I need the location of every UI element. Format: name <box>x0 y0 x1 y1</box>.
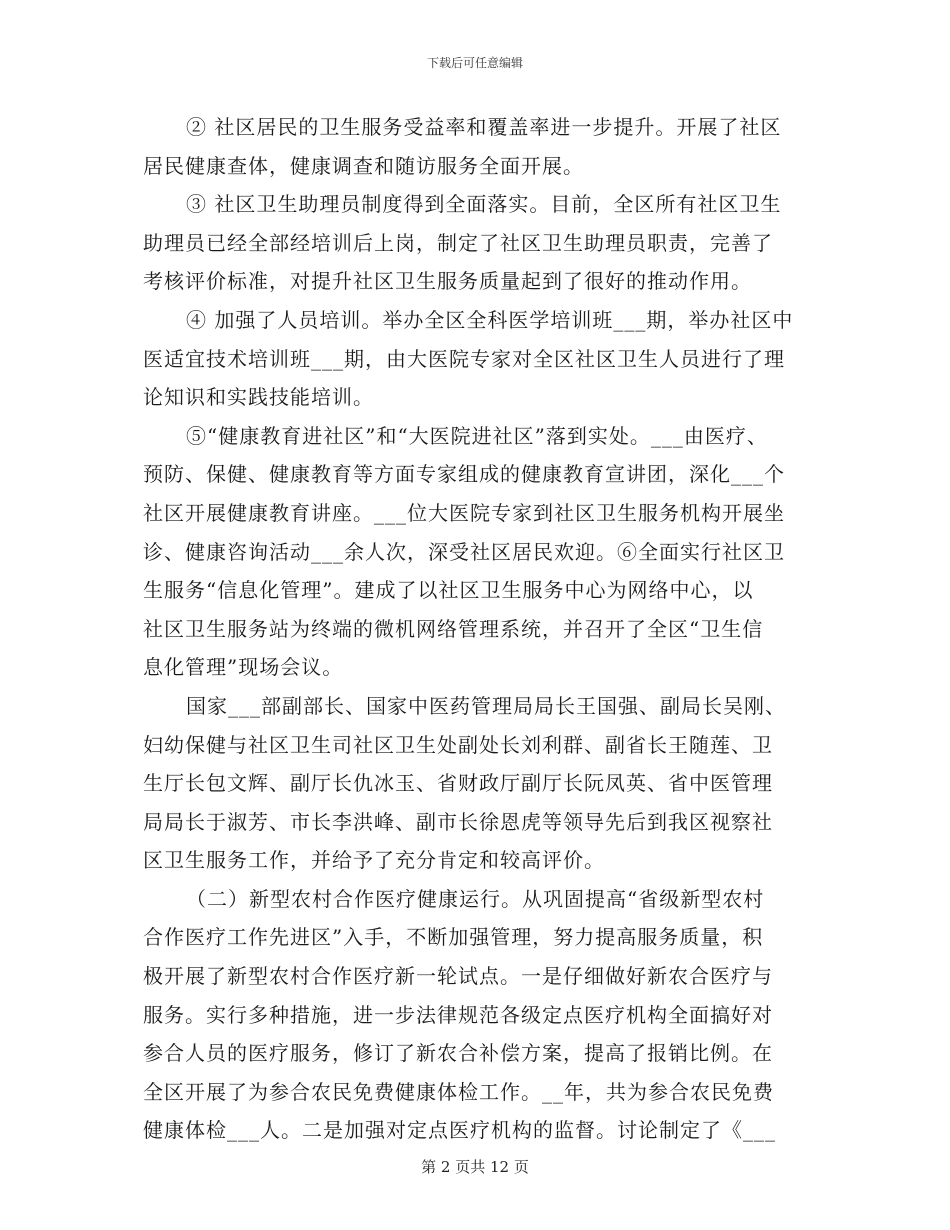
text-line: 极开展了新型农村合作医疗新一轮试点。一是仔细做好新农合医疗与 <box>143 964 773 989</box>
text-line: ⑤“健康教育进社区”和“大医院进社区”落到实处。___由医疗、 <box>186 423 768 448</box>
text-line: 医适宜技术培训班___期，由大医院专家对全区社区卫生人员进行了理 <box>143 346 785 371</box>
text-line: 居民健康查体，健康调查和随访服务全面开展。 <box>143 153 584 178</box>
text-line: 全区开展了为参合农民免费健康体检工作。__年，共为参合农民免费 <box>143 1079 774 1104</box>
page-header: 下载后可任意编辑 <box>426 56 523 70</box>
text-line: 合作医疗工作先进区”入手，不断加强管理，努力提高服务质量，积 <box>143 925 764 950</box>
text-line: ④ 加强了人员培训。举办全区全科医学培训班___期，举办社区中 <box>186 307 794 332</box>
text-line: 参合人员的医疗服务，修订了新农合补偿方案，提高了报销比例。在 <box>143 1041 773 1066</box>
text-line: 助理员已经全部经培训后上岗，制定了社区卫生助理员职责，完善了 <box>143 230 773 255</box>
text-line: 息化管理”现场会议。 <box>143 655 344 680</box>
text-line: 论知识和实践技能培训。 <box>143 385 374 410</box>
text-line: 社区开展健康教育讲座。___位大医院专家到社区卫生服务机构开展坐 <box>143 500 785 525</box>
text-line: 诊、健康咨询活动___余人次，深受社区居民欢迎。⑥全面实行社区卫 <box>143 539 785 564</box>
document-body <box>143 108 833 1150</box>
text-line: 区卫生服务工作，并给予了充分肯定和较高评价。 <box>143 848 605 873</box>
text-line: ③ 社区卫生助理员制度得到全面落实。目前，全区所有社区卫生 <box>186 192 782 217</box>
text-line: ② 社区居民的卫生服务受益率和覆盖率进一步提升。开展了社区 <box>186 115 782 139</box>
text-line: 生厅长包文辉、副厅长仇冰玉、省财政厅副厅长阮凤英、省中医管理 <box>143 771 773 796</box>
text-line: 国家___部副部长、国家中医药管理局局长王国强、副局长吴刚、 <box>186 693 786 718</box>
text-line: 局局长于淑芳、市长李洪峰、副市长徐恩虎等领导先后到我区视察社 <box>143 809 773 834</box>
page-footer: 第 2 页共 12 页 <box>421 1158 529 1176</box>
text-line: （二）新型农村合作医疗健康运行。从巩固提高“省级新型农村 <box>186 886 765 911</box>
text-line: 预防、保健、健康教育等方面专家组成的健康教育宣讲团，深化___个 <box>143 462 785 487</box>
text-line: 健康体检___人。二是加强对定点医疗机构的监督。讨论制定了《___ <box>143 1118 776 1143</box>
text-line: 妇幼保健与社区卫生司社区卫生处副处长刘利群、副省长王随莲、卫 <box>143 732 773 757</box>
text-line: 考核评价标准，对提升社区卫生服务质量起到了很好的推动作用。 <box>143 269 752 294</box>
text-line: 社区卫生服务站为终端的微机网络管理系统，并召开了全区“卫生信 <box>143 616 764 641</box>
text-line: 生服务“信息化管理”。建成了以社区卫生服务中心为网络中心，以 <box>143 578 754 603</box>
text-line: 服务。实行多种措施，进一步法律规范各级定点医疗机构全面搞好对 <box>143 1002 773 1027</box>
